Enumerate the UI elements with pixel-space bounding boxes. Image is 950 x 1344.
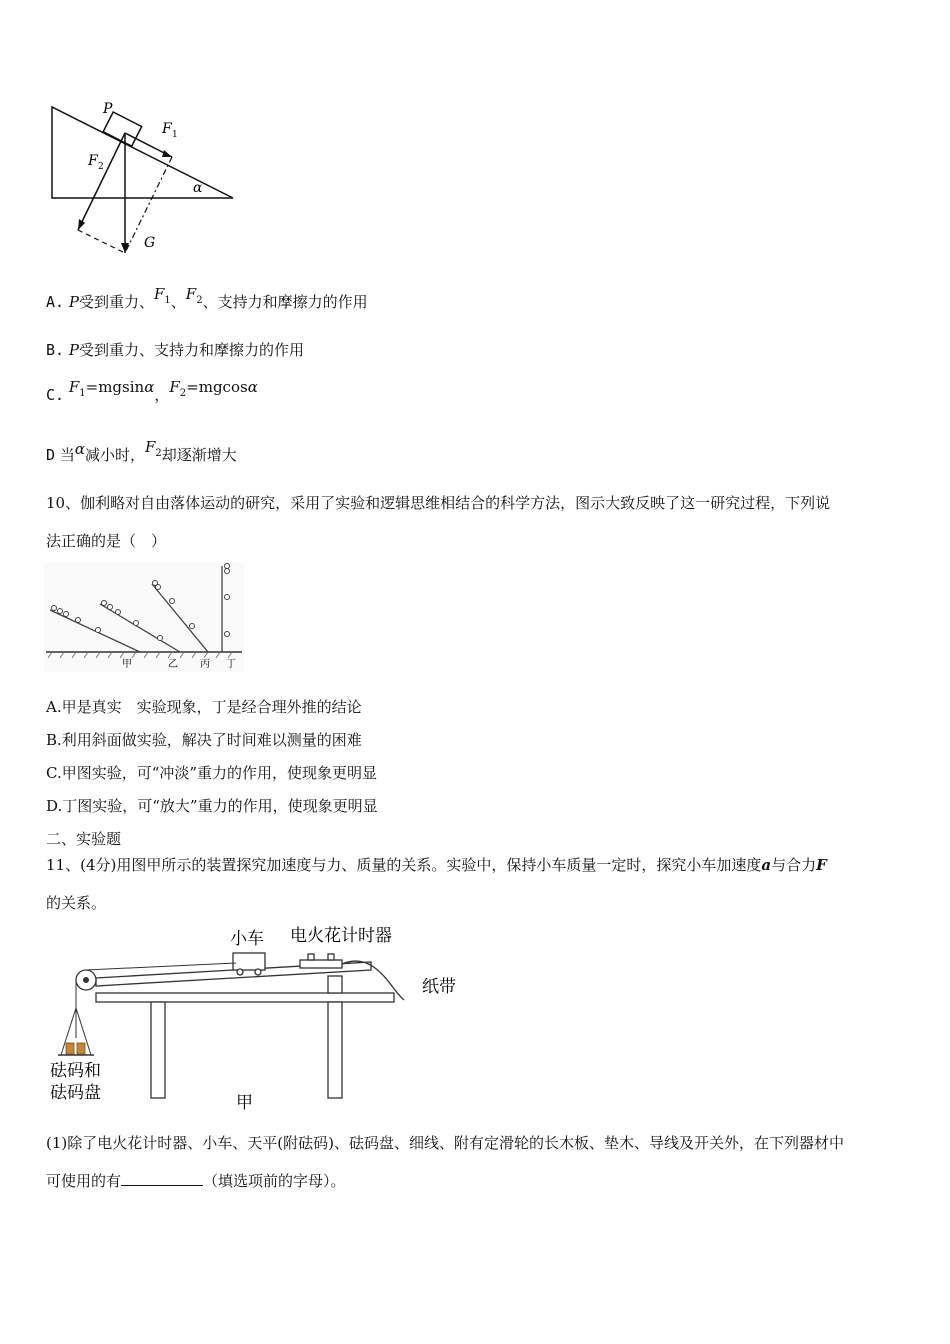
option-d: D 当α减小时，$F_2$却逐渐增大	[46, 438, 237, 464]
option-a: A. P受到重力、$F_1$、$F_2$、支持力和摩擦力的作用	[46, 285, 368, 311]
label-ding: 丁	[226, 659, 236, 670]
question-11-part-1: (1)除了电火花计时器、小车、天平(附砝码)、砝码盘、细线、附有定滑轮的长木板、垫木、导线及开关外，在下列器材中 可使用的有 （填选项前的字母）。	[46, 1134, 844, 1190]
question-10-stem: 10、伽利略对自由落体运动的研究，采用了实验和逻辑思维相结合的科学方法，图示大致反映了这一研究过程，下列说 法正确的是（ ）	[46, 494, 831, 550]
label-caption: 甲	[236, 1093, 253, 1113]
label-f1-sub: 1	[172, 130, 178, 140]
label-bing: 丙	[200, 659, 210, 670]
q10-option-c: C.甲图实验，可“冲淡”重力的作用，使现象更明显	[46, 764, 378, 782]
label-f1: F	[162, 121, 172, 137]
option-b: B. P受到重力、支持力和摩擦力的作用	[46, 341, 304, 359]
experiment-apparatus-figure	[46, 920, 476, 1120]
label-timer: 电火花计时器	[290, 926, 392, 946]
galileo-incline-figure	[44, 562, 244, 672]
incline-force-diagram	[40, 95, 250, 265]
section-heading: 二、实验题	[46, 830, 122, 848]
option-c: C. $F_1=mgsin\alpha$，$F_2=mgcos\alpha$	[46, 378, 258, 404]
label-f2-sub: 2	[98, 162, 104, 172]
label-car: 小车	[230, 929, 264, 949]
q10-option-d: D.丁图实验，可“放大”重力的作用，使现象更明显	[46, 797, 378, 815]
label-weight-1: 砝码和	[50, 1061, 101, 1081]
q10-option-a: A.甲是真实 实验现象，丁是经合理外推的结论	[46, 698, 362, 716]
label-f2: F	[88, 153, 98, 169]
answer-blank[interactable]	[121, 1171, 203, 1186]
label-alpha: α	[193, 180, 203, 196]
label-yi: 乙	[168, 659, 178, 670]
label-tape: 纸带	[422, 977, 456, 997]
question-11-stem: 11、(4分)用图甲所示的装置探究加速度与力、质量的关系。实验中，保持小车质量一定时，探究小车加速度a与合力F 的关系。	[46, 856, 827, 912]
label-p: P	[103, 101, 113, 117]
label-jia: 甲	[122, 659, 132, 670]
q10-option-b: B.利用斜面做实验，解决了时间难以测量的困难	[46, 731, 362, 749]
label-weight-2: 砝码盘	[50, 1083, 101, 1103]
label-g: G	[144, 235, 156, 251]
